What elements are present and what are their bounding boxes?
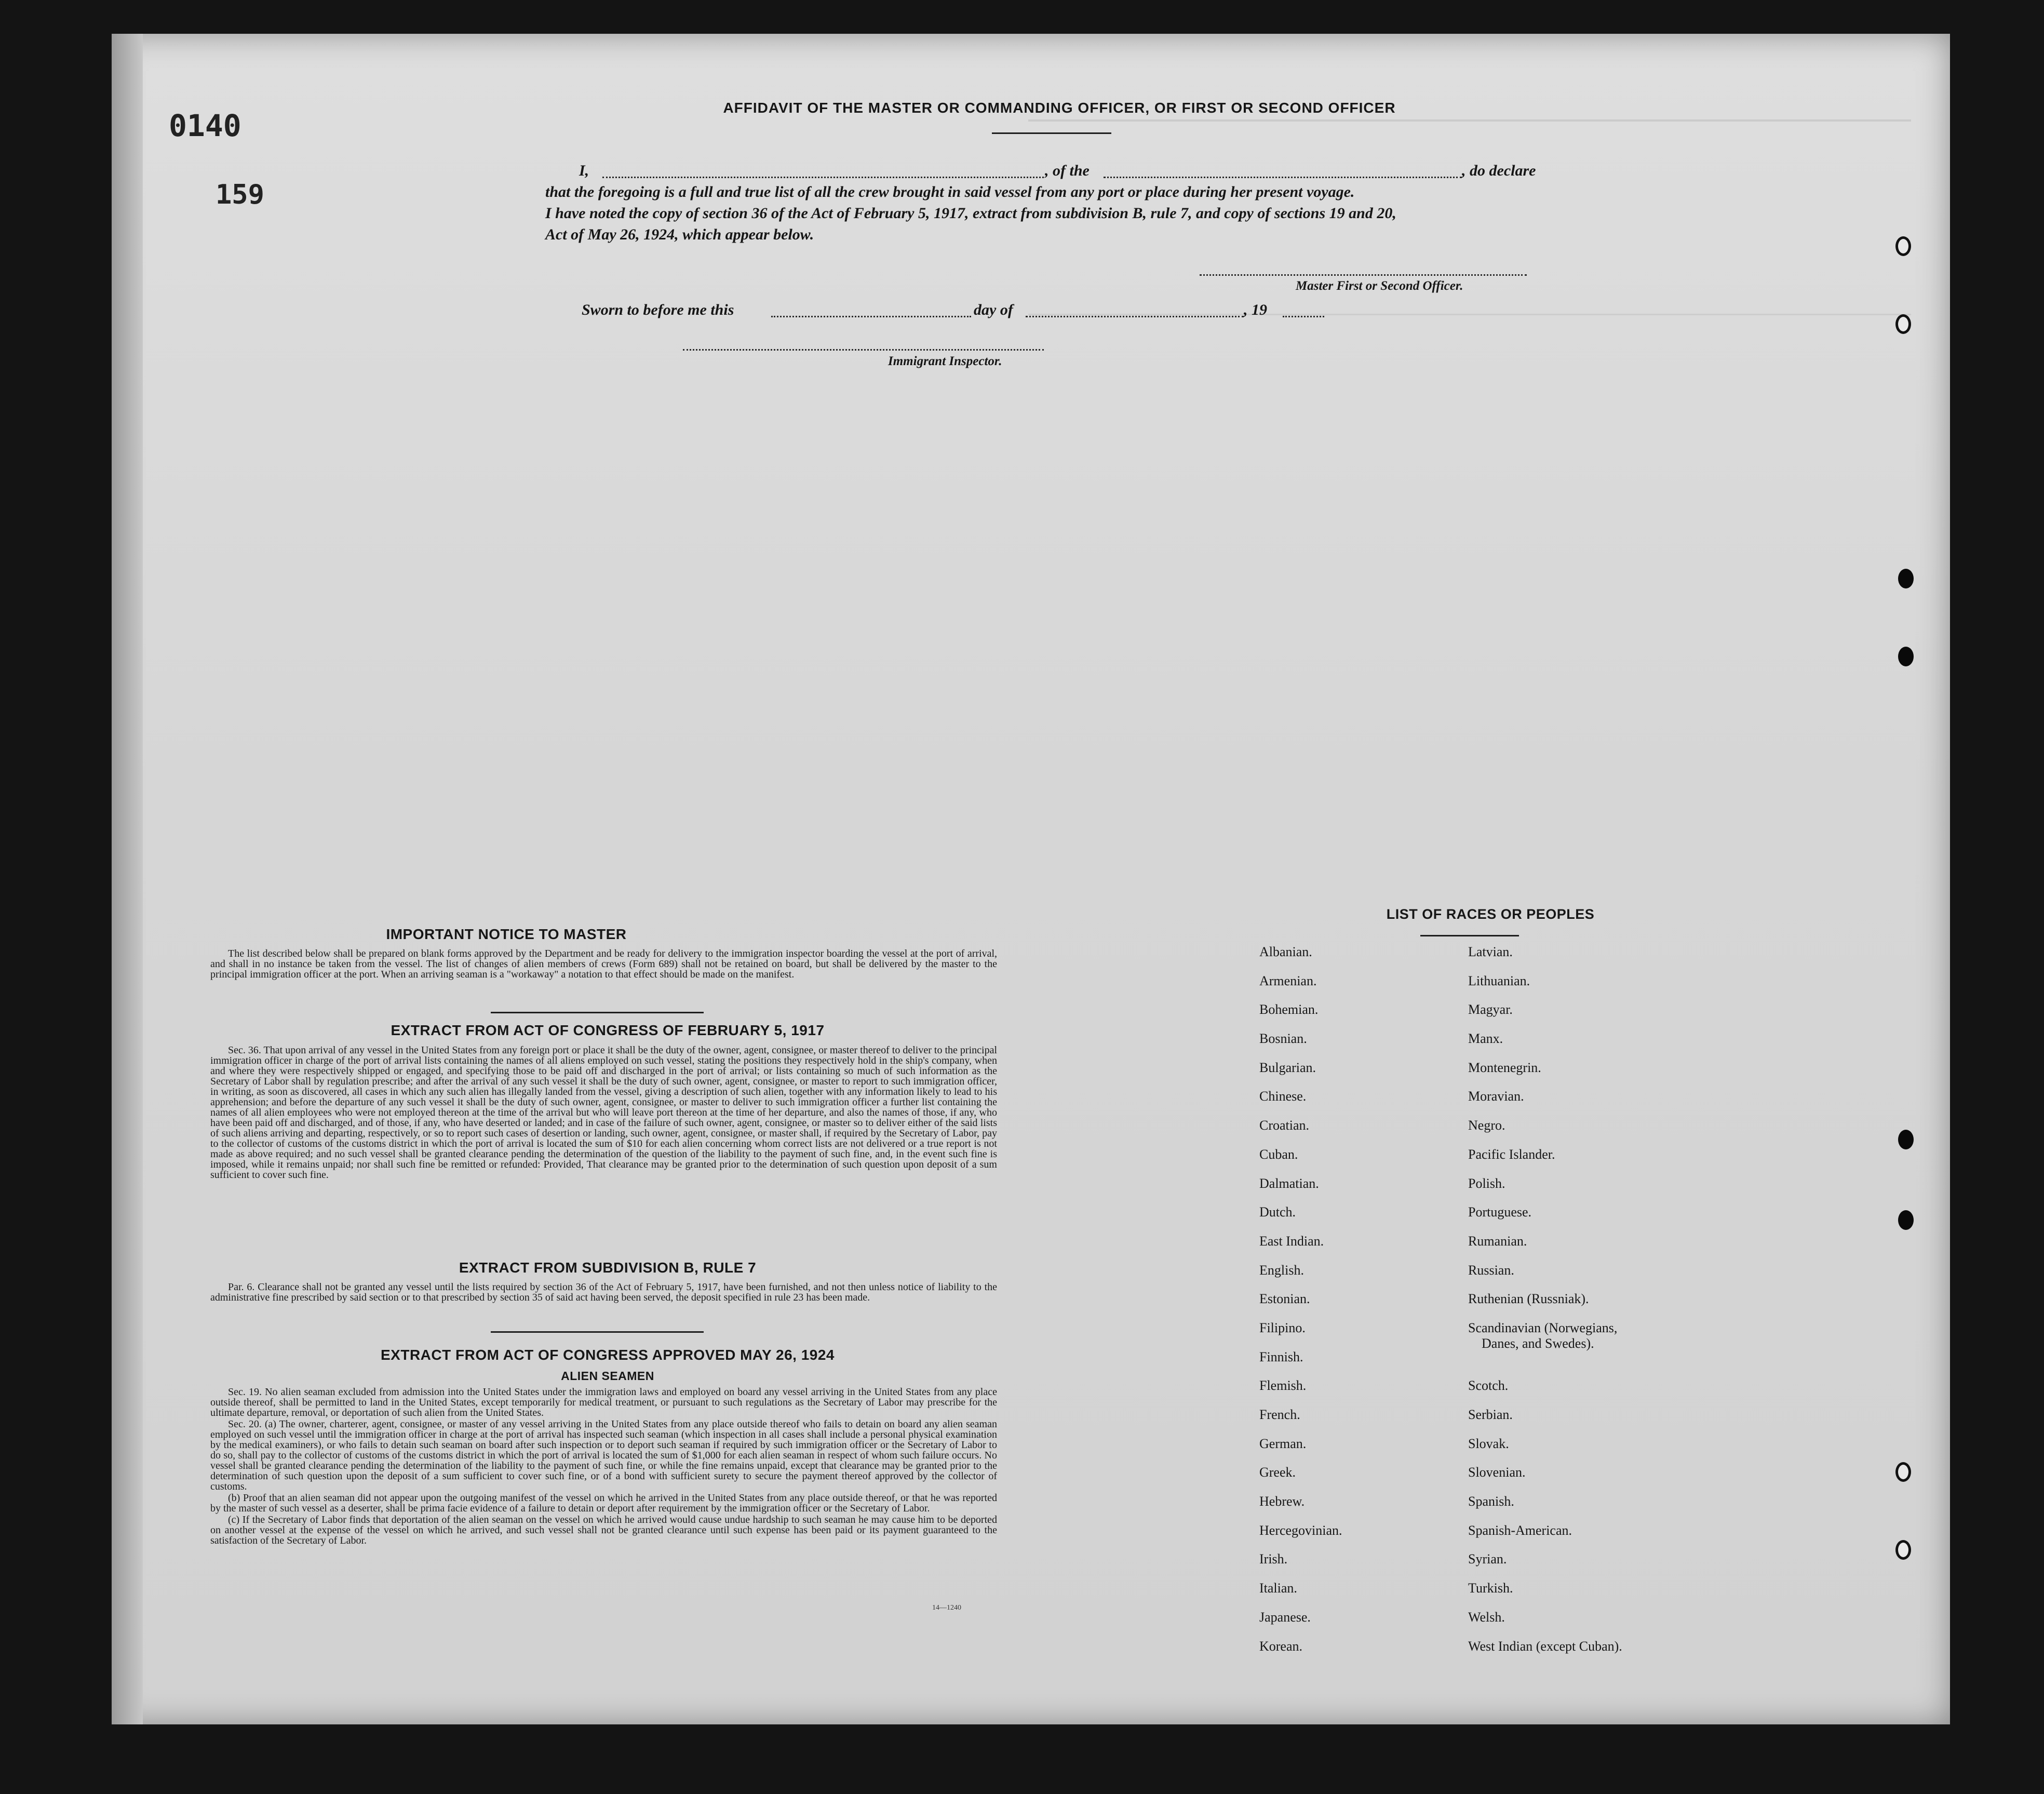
race-item: Slovak. [1468,1436,1509,1451]
races-rule [1420,935,1519,936]
race-item: Estonian. [1259,1291,1310,1307]
affidavit-i-label: I, [579,162,589,179]
races-left-column [1259,944,1415,1667]
race-item-continued: Danes, and Swedes). [1482,1335,1594,1351]
binder-hole [1895,1540,1911,1560]
race-item: Latvian. [1468,944,1513,959]
title-rule [992,132,1111,134]
sworn-day-label: day of [974,301,1013,318]
sworn-label: Sworn to before me this [582,301,734,318]
race-item: Slovenian. [1468,1465,1526,1480]
extract-rule7-title: EXTRACT FROM SUBDIVISION B, RULE 7 [459,1260,757,1276]
affidavit-title: AFFIDAVIT OF THE MASTER OR COMMANDING OFFICER, OR FIRST OR SECOND OFFICER [723,100,1396,116]
race-item: Greek. [1259,1465,1296,1480]
notice-text [210,948,997,981]
affidavit-line-2: that the foregoing is a full and true list of all the crew brought in said vessel from any port or place during her present voyage. [545,183,1355,200]
race-item: Spanish. [1468,1494,1514,1509]
sworn-year-label: , 19 [1244,301,1267,318]
binder-hole [1898,1210,1914,1230]
rule7-rule [491,1331,704,1333]
alien-seamen-subtitle: ALIEN SEAMEN [561,1369,654,1383]
race-item: Spanish-American. [1468,1522,1572,1538]
extract-rule7-text [210,1282,997,1304]
notice-title: IMPORTANT NOTICE TO MASTER [386,926,627,942]
race-item: Rumanian. [1468,1233,1527,1249]
race-item: Russian. [1468,1262,1514,1278]
race-item: Italian. [1259,1581,1297,1596]
race-item: Japanese. [1259,1609,1311,1625]
sworn-day-blank[interactable] [771,316,971,317]
race-item: Ruthenian (Russniak). [1468,1291,1589,1307]
notice-paragraph: The list described below shall be prepared on blank forms approved by the Department and be ready for delivery to the immigration inspector boarding the vessel at the port of arrival, and shall in no instance be taken from the vessel. The list of changes of alien members of crews (Form 689) shall not be retained on board, but shall be delivered by the master to the principal immigration officer at the port. When an arriving seaman is a "workaway" a notation to that effect should be made on the manifest. [210,948,997,980]
affidavit-declare-label: , do declare [1462,162,1536,179]
race-item: Cuban. [1259,1146,1298,1162]
sworn-year-blank[interactable] [1283,316,1324,317]
form-number: 14—1240 [932,1604,961,1612]
race-item: German. [1259,1436,1307,1451]
race-item: Polish. [1468,1175,1505,1191]
race-item: Finnish. [1259,1349,1303,1364]
affidavit-line-4: Act of May 26, 1924, which appear below. [545,226,814,243]
par6-paragraph: Par. 6. Clearance shall not be granted any vessel until the lists required by section 36 of the Act of February 5, 1917, have been furnished, and not then unless notice of liability to the administrative fine prescribed by said section or to that prescribed by section 35 of said act having been served, the deposit specified in rule 23 has been made. [210,1281,997,1303]
master-signature-line[interactable] [1200,274,1527,276]
inspector-label: Immigrant Inspector. [888,354,1002,368]
race-item: Welsh. [1468,1609,1505,1625]
binder-hole [1898,1130,1914,1149]
inspector-signature-line[interactable] [683,349,1044,351]
race-item: Korean. [1259,1638,1303,1654]
race-item: Negro. [1468,1118,1505,1133]
extract-1924-title: EXTRACT FROM ACT OF CONGRESS APPROVED MAY 26, 1924 [381,1347,835,1363]
notice-rule [491,1012,704,1013]
race-item: Hebrew. [1259,1494,1305,1509]
sec20b-paragraph: (b) Proof that an alien seaman did not appear upon the outgoing manifest of the vessel on which he arrived in the United States from any place outside thereof, or that he was reported by the master of such vessel as a deserter, shall be prima facie evidence of a failure to detain or deport after requirement by the immigration officer or the Secretary of Labor. [210,1492,997,1514]
race-item: Syrian. [1468,1551,1507,1567]
race-item: Dalmatian. [1259,1175,1319,1191]
affidavit-line-3: I have noted the copy of section 36 of the Act of February 5, 1917, extract from subdivision B, rule 7, and copy of sections 19 and 20, [545,205,1396,222]
handwritten-number-side: 159 [216,179,264,210]
name-blank[interactable] [602,177,1044,178]
sec20c-paragraph: (c) If the Secretary of Labor finds that deportation of the alien seaman on the vessel on which he arrived would cause undue hardship to such seaman he may cause him to be deported on another vessel at the expense of the vessel on which he arrived, and such vessel shall not be granted clearance until such expense has been paid or its payment guaranteed to the satisfaction of the Secretary of Labor. [210,1514,997,1546]
race-item: Croatian. [1259,1118,1310,1133]
race-item: Chinese. [1259,1089,1307,1104]
race-item: Flemish. [1259,1378,1307,1394]
vessel-blank[interactable] [1104,177,1462,178]
sec19-paragraph: Sec. 19. No alien seaman excluded from admission into the United States under the immigration laws and employed on board any vessel arriving in the United States from any place outside thereof, shall be permitted to land in the United States, except temporarily for medical treatment, or pursuant to such regulations as the Secretary of Labor may prescribe for the ultimate departure, removal, or deportation of such alien from the United States. [210,1386,997,1418]
master-label: Master First or Second Officer. [1296,279,1463,293]
race-item: Armenian. [1259,973,1317,988]
races-right-column [1468,944,1707,1667]
race-item: Albanian. [1259,944,1312,959]
extract-1924-text [210,1387,997,1547]
sworn-month-blank[interactable] [1026,316,1244,317]
sec36-paragraph: Sec. 36. That upon arrival of any vessel in the United States from any foreign port or place it shall be the duty of the owner, agent, consignee, or master thereof to deliver to the principal immigration officer in charge of the port of arrival lists containing the names of all aliens employed on such vessel, stating the positions they respectively hold in the ship's company, when and where they were respectively shipped or engaged, and specifying those to be paid off and discharged in the port of arrival; or lists containing so much of such information as the Secretary of Labor shall by regulation prescribe; and after the arrival of any such vessel it shall be the duty of such owner, agent, consignee, or master to report to such immigration officer, in writing, as soon as discovered, all cases in which any such alien has illegally landed from the vessel, giving a description of such alien, together with any information likely to lead to his apprehension; and before the departure of any such vessel it shall be the duty of such owner, agent, consignee, or master to deliver to such immigration officer a further list containing the names of all alien employees who were not employed thereon at the time of the arrival but who will leave port thereon at the time of her departure, and also the names of those, if any, who have been paid off and discharged, and of those, if any, who have deserted or landed; and in case of the failure of such owner, agent, consignee, or master so to deliver either of the said lists of such aliens arriving and departing, respectively, or so to report such cases of desertion or landing, such owner, agent, consignee, or master shall, if required by the Secretary of Labor, pay to the collector of customs of the customs district in which the port of arrival is located the sum of $10 for each alien concerning whom correct lists are not delivered or a true report is not made as above required; and no such vessel shall be granted clearance pending the determination of the question of the liability to the payment of such fine, and, in the event such fine is imposed, while it remains unpaid; nor shall such fine be remitted or refunded: Provided, That clearance may be granted prior to the determination of such question upon deposit of a sum sufficient to cover such fine. [210,1045,997,1181]
binding-edge [112,34,143,1724]
sec20a-paragraph: Sec. 20. (a) The owner, charterer, agent, consignee, or master of any vessel arriving in the United States from any place outside thereof who fails to detain on board any alien seaman employed on such vessel until the immigration officer in charge at the port of arrival has inspected such seaman (which inspection in all cases shall include a personal physical examination by the medical examiners), or who fails to detain such seaman on board after such inspection or to deport such seaman if required by such immigration officer or the Secretary of Labor to do so, shall pay to the collector of customs of the customs district in which the port of arrival is located the sum of $1,000 for each alien seaman in respect of whom such failure occurs. No vessel shall be granted clearance pending the determination of the liability to the payment of such fine, or while the fine remains unpaid, except that clearance may be granted prior to the determination of such question upon the deposit of a sum sufficient to cover such fine, or of a bond with sufficient surety to secure the payment thereof approved by the collector of customs. [210,1418,997,1492]
race-item: Moravian. [1468,1089,1524,1104]
races-title: LIST OF RACES OR PEOPLES [1386,906,1595,922]
race-item: Irish. [1259,1551,1288,1567]
race-item: Filipino. [1259,1320,1306,1335]
binder-hole [1898,647,1914,666]
race-item: English. [1259,1262,1304,1278]
race-item: West Indian (except Cuban). [1468,1638,1622,1654]
race-item: Hercegovinian. [1259,1522,1342,1538]
race-item: Dutch. [1259,1204,1296,1220]
race-item: Bosnian. [1259,1031,1307,1047]
race-item: Lithuanian. [1468,973,1530,988]
binder-hole [1895,1462,1911,1482]
race-item: Bulgarian. [1259,1060,1316,1075]
race-item: Portuguese. [1468,1204,1532,1220]
handwritten-number-top: 0140 [169,108,241,143]
race-item: Serbian. [1468,1407,1513,1423]
race-item: East Indian. [1259,1233,1324,1249]
extract-1917-text [210,1045,997,1181]
affidavit-of-label: , of the [1045,162,1090,179]
race-item: Magyar. [1468,1002,1513,1018]
race-item: Manx. [1468,1031,1503,1047]
race-item: French. [1259,1407,1300,1422]
race-item: Turkish. [1468,1581,1513,1596]
race-item: Bohemian. [1259,1002,1319,1018]
binder-hole [1895,314,1911,334]
binder-hole [1898,569,1914,588]
race-item: Pacific Islander. [1468,1146,1555,1162]
extract-1917-title: EXTRACT FROM ACT OF CONGRESS OF FEBRUARY 5, 1917 [391,1022,825,1038]
race-item: Montenegrin. [1468,1060,1541,1075]
race-item: Scandinavian (Norwegians, [1468,1320,1618,1335]
binder-hole [1895,236,1911,256]
race-item: Scotch. [1468,1378,1509,1394]
